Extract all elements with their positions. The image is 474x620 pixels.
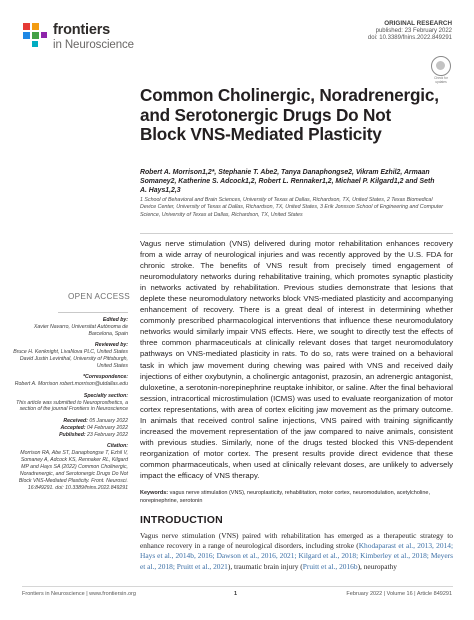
accepted-heading: Accepted: <box>60 424 86 431</box>
check-updates-icon <box>431 56 451 76</box>
abstract-text: Vagus nerve stimulation (VNS) delivered during motor rehabilitation enhances recovery from a wide array of neurological injuries and was recently approved by the U.S. FDA for chronic stroke. The benefits of VNS result from precisely timed engagement of neuromodulatory networks during rehabilitative training, which promotes synaptic plasticity in networks activated by rehabilitation. Previous studies demonstrate that lesions that deplete these neuromodulatory networks block VNS-mediated plasticity and accompanying enhancement of recovery. There is a great deal of interest in determining whether commonly prescribed pharmacological interventions that influence these neuromodulatory networks would similarly impair VNS effects. Here, we sought to directly test the effects of three common pharmaceuticals at clinically relevant doses that target neuromodulatory pathways on VNS-mediated plasticity in rats. To do so, rats were trained on a behavioral task in which jaw movement during chewing was paired with VNS and received daily injections of either oxybutynin, a cholinergic antagonist, prazosin, an adrenergic antagonist, duloxetine, a serotonin-norepinephrine reuptake inhibitor, or saline. After the final behavioral session, intracortical microstimulation (ICMS) was used to evaluate reorganization of motor cortex representations, with area of cortex eliciting jaw movement as the primary outcome. In animals that received control saline injections, VNS paired with training significantly increased the movement representation of the jaw compared to naive animals, consistent with previous studies. Similarly, none of the drugs tested blocked this VNS-dependent reorganization of motor cortex. The present results provide direct evidence that these common pharmaceuticals, when used at clinically relevant doses, are unlikely to adversely impact the efficacy of VNS therapy. <box>140 239 453 480</box>
citation-heading: Citation: <box>106 443 128 450</box>
article-info-sidebar <box>12 307 128 491</box>
received-date: 05 January 2022 <box>89 417 128 424</box>
edited-by-heading: Edited by: <box>102 317 128 323</box>
accepted-line <box>12 425 128 432</box>
reviewer-1: Bruce H. Kenknight, LivaNova PLC, United States <box>13 349 128 356</box>
paper-title: Common Cholinergic, Noradrenergic, and Serotonergic Drugs Do Not Block VNS-Mediated Plasticity <box>140 85 439 144</box>
specialty-heading: Specialty section: <box>83 392 128 399</box>
title-divider <box>140 233 453 234</box>
check-updates-label: Check for updates <box>434 76 448 84</box>
citation-link[interactable]: Pruitt et al., 2016b <box>302 561 358 571</box>
reviewed-by-heading: Reviewed by: <box>94 342 128 349</box>
correspondence-heading: *Correspondence: <box>83 374 128 381</box>
footer-journal[interactable]: Frontiers in Neuroscience | www.frontiersin.org <box>22 591 136 597</box>
footer-divider <box>22 586 453 587</box>
sidebar-divider <box>58 312 128 313</box>
intro-text-1: Vagus nerve stimulation (VNS) paired with rehabilitation has emerged as a therapeutic strategy to enhance recovery in a range of neurological disorders, including stroke ( <box>140 531 453 551</box>
article-doi[interactable]: doi: 10.3389/fnins.2022.849291 <box>367 35 452 41</box>
keywords <box>140 490 453 505</box>
logo-journal-name: in Neuroscience <box>53 39 134 51</box>
published-line <box>12 432 128 439</box>
introduction-paragraph <box>140 531 453 572</box>
published-date: published: 23 February 2022 <box>375 27 452 34</box>
affiliations: 1 School of Behavioral and Brain Sciences, University of Texas at Dallas, Richardson, TX, United States, 2 Texas Biomedical Device Center, University of Texas at Dallas, Richardson, TX, United States, 3 Erik Jonsson School of Engineering and Computer Science, University of Texas at Dallas, Richardson, TX, United States <box>140 197 444 218</box>
intro-text-2: ), traumatic brain injury ( <box>227 561 303 571</box>
keywords-list: vagus nerve stimulation (VNS), neuroplasticity, rehabilitation, motor cortex, neuromodulation, acetylcholine, norepinephrine, serotonin <box>140 490 431 504</box>
intro-text-3: ), neuropathy <box>357 561 397 571</box>
frontiers-logo-icon <box>22 22 48 48</box>
footer-issue-info: February 2022 | Volume 16 | Article 849291 <box>346 591 452 597</box>
edited-by-value: Xavier Navarro, Universitat Autònoma de Barcelona, Spain <box>33 323 128 337</box>
article-type: ORIGINAL RESEARCH <box>384 20 452 27</box>
keywords-label: Keywords: <box>140 490 169 496</box>
accepted-date: 04 February 2022 <box>87 424 128 431</box>
correspondence-value[interactable]: Robert A. Morrison robert.morrison@utdallas.edu <box>14 381 128 388</box>
published-heading: Published: <box>59 431 86 438</box>
citation-link[interactable]: Khodaparast et al., 2013, 2014; Hays et al., 2014b, 2016; Dawson et al., 2016, 2021; Kilgard et al., 2018; Kimberley et al., 2018; Meyers et al., 2018; Pruitt et al., 2021 <box>140 541 453 571</box>
received-line <box>12 418 128 425</box>
section-heading-introduction: INTRODUCTION <box>140 514 223 526</box>
reviewer-2: David Justin Levinthal, University of Pittsburgh, United States <box>19 356 128 369</box>
open-access-label: OPEN ACCESS <box>68 292 130 301</box>
published-date-side: 23 February 2022 <box>87 431 128 438</box>
page-number: 1 <box>234 591 238 597</box>
author-list: Robert A. Morrison1,2*, Stephanie T. Abe2, Tanya Danaphongse2, Vikram Ezhil2, Armaan Somaney2, Katherine S. Adcock1,2, Robert L. Rennaker1,2, Michael P. Kilgard1,2 and Seth A. Hays1,2,3 <box>140 169 435 194</box>
received-heading: Received: <box>63 417 88 424</box>
journal-logo[interactable] <box>22 22 162 52</box>
check-for-updates-button[interactable] <box>430 56 452 84</box>
citation-value: Morrison RA, Abe ST, Danaphongse T, Ezhil V, Somaney A, Adcock KS, Rennaker RL, Kilgard MP and Hays SA (2022) Common Cholinergic, Noradrenergic, and Serotonergic Drugs Do Not Block VNS-Mediated Plasticity. Front. Neurosci. 16:849291. doi: 10.3389/fnins.2022.849291 <box>18 450 128 491</box>
specialty-value: This article was submitted to Neuroprosthetics, a section of the journal Frontiers in Neuroscience <box>16 399 128 413</box>
article-meta <box>368 20 452 43</box>
logo-wordmark: frontiers <box>53 22 111 38</box>
